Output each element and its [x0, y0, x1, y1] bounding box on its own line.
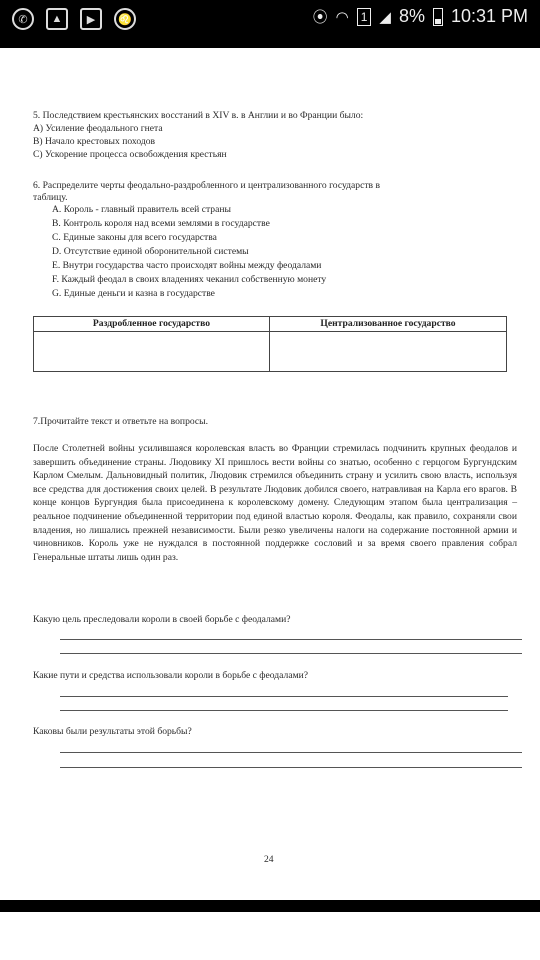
q5-option-a: А) Усиление феодального гнета [33, 123, 163, 134]
system-icons [313, 6, 528, 27]
youtube-icon: ▶ [80, 8, 102, 30]
battery-percent: 8% [398, 6, 425, 26]
answer-line [60, 653, 522, 654]
answer-line [60, 710, 508, 711]
signal-icon: ◢ [379, 8, 391, 26]
page-number: 24 [264, 854, 274, 865]
q6-answer-table [33, 316, 507, 372]
q6-question-line2: таблицу. [33, 192, 68, 203]
sim-icon: 1 [357, 8, 372, 26]
mute-vibrate-icon: ⦿ [312, 9, 328, 26]
whatsapp-icon: ✆ [12, 8, 34, 30]
answer-line [60, 767, 522, 768]
q6-item-f: F. Каждый феодал в своих владениях чеканил собственную монету [52, 274, 327, 285]
bottom-bar [0, 900, 540, 912]
q6-item-d: D. Отсутствие единой оборонительной системы [52, 246, 249, 257]
table-header-fragmented: Раздробленное государство [92, 318, 211, 329]
answer-line [60, 752, 522, 753]
q5-option-c: С) Ускорение процесса освобождения крестьян [33, 149, 227, 160]
document-page[interactable] [0, 48, 540, 900]
q6-item-g: G. Единые деньги и казна в государстве [52, 288, 215, 299]
q5-option-b: В) Начало крестовых походов [33, 136, 156, 147]
q7-question-1: Какую цель преследовали короли в своей борьбе с феодалами? [33, 614, 291, 625]
q7-question-2: Какие пути и средства использовали короли в борьбе с феодалами? [33, 670, 309, 681]
q5-question: 5. Последствием крестьянских восстаний в XIV в. в Англии и во Франции было: [33, 110, 364, 121]
page-bottom-area [0, 912, 540, 960]
clock: 10:31 PM [450, 6, 528, 26]
q6-question-line1: 6. Распределите черты феодально-раздробленного и централизованного государств в [33, 180, 380, 191]
q6-item-e: E. Внутри государства часто происходят войны между феодалами [52, 260, 322, 271]
status-bar [0, 0, 540, 40]
q7-paragraph: После Столетней войны усилившаяся королевская власть во Франции стремилась подчинить крупных феодалов и завершить объединение страны. Людовику XI пришлось вести войны со знатью, особенно с герцогом Бургундским Карлом Смелым. Дальновидный политик, Людовик стремился объединить страну и усилить свою власть, используя все средства для достижения своих целей. В результате Людовик добился своего, натравливая на Карла его врагов. В конце концов Бургундия была присоединена к королевскому домену. Следующим этапом была централизация – реальное подчинение объединенной территории под единой властью короля. Феодалы, как правило, сохраняли свои владения, но лишались прежней независимости. Были резко увеличены налоги на содержание постоянной армии и чиновников. Король уже не нуждался в постоянной поддержке сословий и за время своего правления собрал Генеральные штаты лишь один раз. [33, 443, 517, 563]
battery-icon [433, 8, 443, 26]
table-header-centralized: Централизованное государство [320, 318, 456, 329]
q6-item-b: B. Контроль короля над всеми землями в государстве [52, 218, 270, 229]
q7-question-3: Каковы были результаты этой борьбы? [33, 726, 192, 737]
q6-item-c: C. Единые законы для всего государства [52, 232, 217, 243]
gallery-icon: ▲ [46, 8, 68, 30]
answer-line [60, 639, 522, 640]
lion-app-icon: ♌ [114, 8, 136, 30]
answer-line [60, 696, 508, 697]
q7-title: 7.Прочитайте текст и ответьте на вопросы. [33, 416, 209, 427]
notification-icons [12, 8, 136, 30]
q6-item-a: A. Король - главный правитель всей страны [52, 204, 231, 215]
wifi-icon: ◠ [335, 8, 349, 26]
